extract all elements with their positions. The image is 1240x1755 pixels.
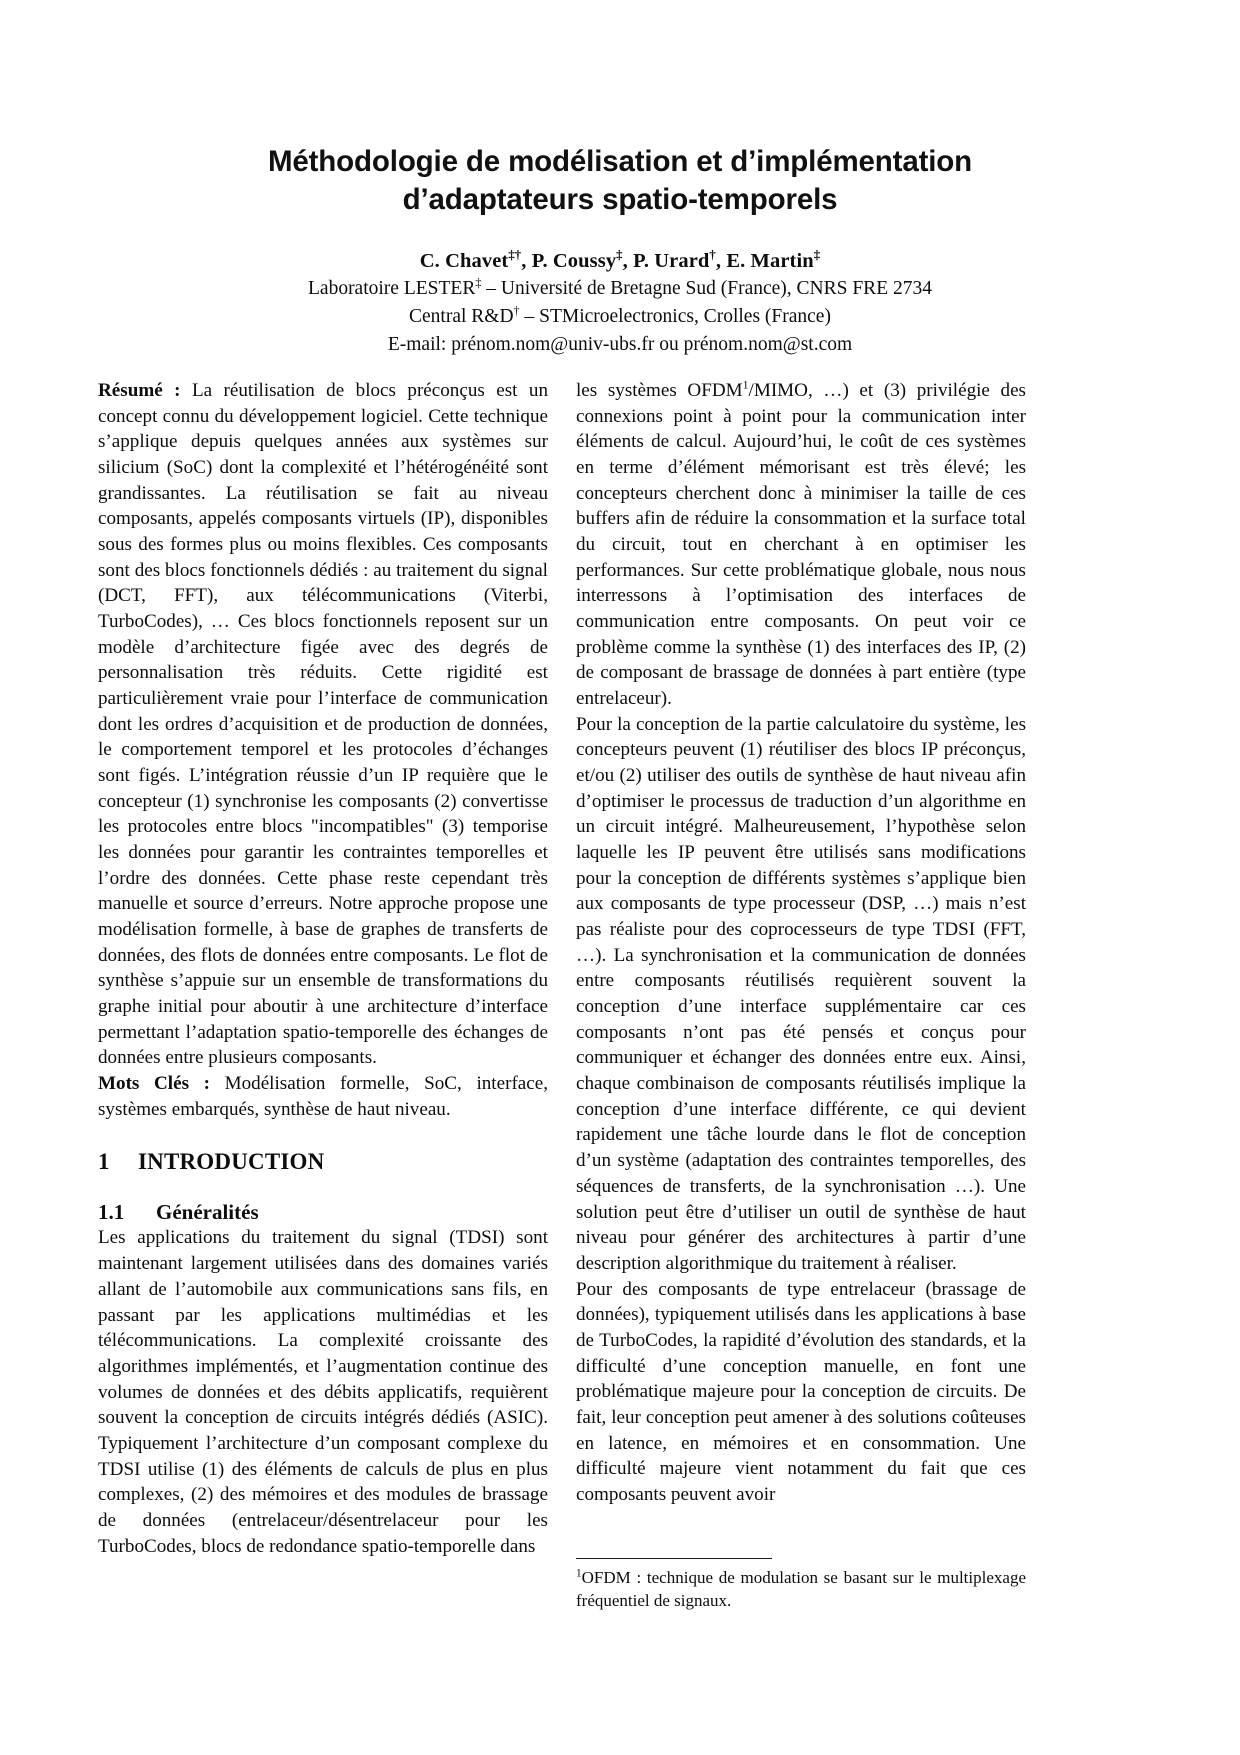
title-block [0, 0, 1240, 358]
right-column [576, 378, 1026, 1508]
author-list [0, 247, 1240, 273]
footnote-marker: 1 [576, 1567, 582, 1580]
keywords-paragraph [98, 1071, 548, 1122]
title-line-2: d’adaptateurs spatio-temporels [402, 183, 838, 217]
keywords-label: Mots Clés : [98, 1073, 210, 1095]
abstract-body: La réutilisation de blocs préconçus est un concept connu du développement logiciel. Cette technique s’applique depuis quelques années aux systèmes sur silicium (SoC) dont la complexité et l’hétérogénéité sont grandissantes. La réutilisation se fait au niveau composants, appelés composants virtuels (IP), disponibles sous des formes plus ou moins flexibles. Ces composants sont des blocs fonctionnels dédiés : au traitement du signal (DCT, FFT), aux télécommunications (Viterbi, TurboCodes), … Ces blocs fonctionnels reposent sur un modèle d’architecture figée avec des degrés de personnalisation très réduits. Cette rigidité est particulièrement vraie pour l’interface de communication dont les ordres d’acquisition et de production de données, le comportement temporel et les protocoles d’échanges sont figés. L’intégration réussie d’un IP requière que le concepteur (1) synchronise les composants (2) convertisse les protocoles entre blocs "incompatibles" (3) temporise les données pour garantir les contraintes temporelles et l’ordre des données. Cette phase reste cependant très manuelle et source d’erreurs. Notre approche propose une modélisation formelle, à base de graphes de transferts de données, des flots de données entre composants. Le flot de synthèse s’appuie sur un ensemble de transformations du graphe initial pour aboutir à une architecture d’interface permettant l’adaptation spatio-temporelle des échanges de données entre plusieurs composants. [98, 380, 548, 1069]
left-body-paragraph-1: Les applications du traitement du signal (TDSI) sont maintenant largement utilisées dans des domaines variés allant de l’automobile aux communications sans fils, en passant par les applications multimédias et les télécommunications. La complexité croissante des algorithmes implémentés, et l’augmentation continue des volumes de données et des débits applicatifs, requièrent souvent la conception de circuits intégrés dédiés (ASIC). Typiquement l’architecture d’un composant complexe du TDSI utilise (1) des éléments de calculs de plus en plus complexes, (2) des mémoires et des modules de brassage de données (entrelaceur/désentrelaceur pour les TurboCodes, blocs de redondance spatio-temporelle dans [98, 1227, 548, 1557]
footnote-reference-marker: 1 [742, 377, 749, 392]
author-1-affiliation-mark: ‡† [508, 247, 522, 262]
footnote-block [576, 1558, 1026, 1612]
affiliation-1-mark: ‡ [475, 275, 482, 290]
author-4-affiliation-mark: ‡ [813, 247, 821, 262]
footnote-separator-rule [576, 1558, 772, 1559]
author-3-name: , P. Urard [622, 249, 710, 272]
author-3-affiliation-mark: † [709, 247, 716, 262]
affiliation-line-1 [0, 276, 1240, 301]
right-p1-part-b: /MIMO, …) et (3) privilégie des connexions point à point pour la communication inter éléments de calcul. Aujourd’hui, le coût de ces systèmes en terme d’élément mémorisant est très élevé; les concepteurs cherchent donc à minimiser la taille de ces buffers afin de réduire la consommation et la surface total du circuit, tout en cherchant à en optimiser les performances. Sur cette problématique globale, nous nous interressons à l’optimisation des interfaces de communication entre composants. On peut voir ce problème comme la synthèse (1) des interfaces des IP, (2) de composant de brassage de données à part entière (type entrelaceur). [576, 380, 1026, 710]
section-heading-1 [98, 1149, 548, 1175]
left-column [98, 378, 548, 1559]
right-body-paragraph-3: Pour des composants de type entrelaceur (brassage de données), typiquement utilisés dans les applications à base de TurboCodes, la rapidité d’évolution des standards, et la difficulté d’une conception manuelle, en font une problématique majeure pour la conception de circuits. De fait, leur conception peut amener à des solutions coûteuses en latence, en mémoires et en consommation. Une difficulté majeure vient notamment du fait que ces composants peuvent avoir [576, 1278, 1026, 1505]
affiliation-1-text: Laboratoire LESTER [308, 277, 476, 299]
affiliation-2-text: Central R&D [409, 306, 514, 328]
author-2-affiliation-mark: ‡ [616, 247, 623, 262]
author-1-name: C. Chavet [419, 249, 509, 272]
two-column-body [98, 378, 1142, 1668]
affiliation-line-2 [0, 304, 1240, 329]
page-title [225, 143, 1015, 220]
section-1-1-number: 1.1 [98, 1200, 125, 1225]
section-1-number: 1 [98, 1149, 110, 1175]
title-line-1: Méthodologie de modélisation et d’implémentation [267, 145, 973, 178]
affiliation-1-rest: – Université de Bretagne Sud (France), CNRS FRE 2734 [481, 277, 932, 299]
footnote-text: OFDM : technique de modulation se basant sur le multiplexage fréquentiel de signaux. [576, 1568, 1026, 1610]
right-body-paragraph-1 [576, 378, 1026, 712]
affiliation-2-mark: † [513, 303, 520, 318]
keywords-body: Modélisation formelle, SoC, interface, systèmes embarqués, synthèse de haut niveau. [98, 1073, 548, 1120]
abstract-label: Résumé : [98, 380, 181, 401]
author-2-name: , P. Coussy [521, 249, 617, 272]
abstract-paragraph [98, 378, 548, 1071]
section-heading-1-1 [98, 1200, 548, 1225]
section-1-1-title: Généralités [156, 1200, 259, 1225]
affiliation-2-rest: – STMicroelectronics, Crolles (France) [519, 306, 831, 328]
author-4-name: , E. Martin [715, 249, 814, 272]
right-p1-part-a: les systèmes OFDM [576, 380, 743, 401]
section-1-title: INTRODUCTION [138, 1149, 325, 1175]
email-line: E-mail: prénom.nom@univ-ubs.fr ou prénom.nom@st.com [387, 334, 853, 356]
right-body-paragraph-2: Pour la conception de la partie calculatoire du système, les concepteurs peuvent (1) réutiliser des blocs IP préconçus, et/ou (2) utiliser des outils de synthèse de haut niveau afin d’optimiser le processus de traduction d’un algorithme en un circuit intégré. Malheureusement, l’hypothèse selon laquelle les IP peuvent être utilisés sans modifications pour la conception de différents systèmes s’applique bien aux composants de type processeur (DSP, …) mais n’est pas réaliste pour des coprocesseurs de type TDSI (FFT, …). La synchronisation et la communication de données entre composants réutilisés requièrent souvent la conception d’une interface supplémentaire car ces composants n’ont pas été pensés et conçus pour communiquer et échanger des données entre eux. Ainsi, chaque combinaison de composants réutilisés implique la conception d’une interface différente, ce qui devient rapidement une tâche lourde dans le flot de conception d’un système (adaptation des contraintes temporelles, des séquences de transferts, de la synchronisation …). Une solution peut être d’utiliser un outil de synthèse de haut niveau pour générer des architectures à partir d’une description algorithmique du traitement à réaliser. [576, 713, 1026, 1274]
footnote-content [576, 1567, 1026, 1612]
